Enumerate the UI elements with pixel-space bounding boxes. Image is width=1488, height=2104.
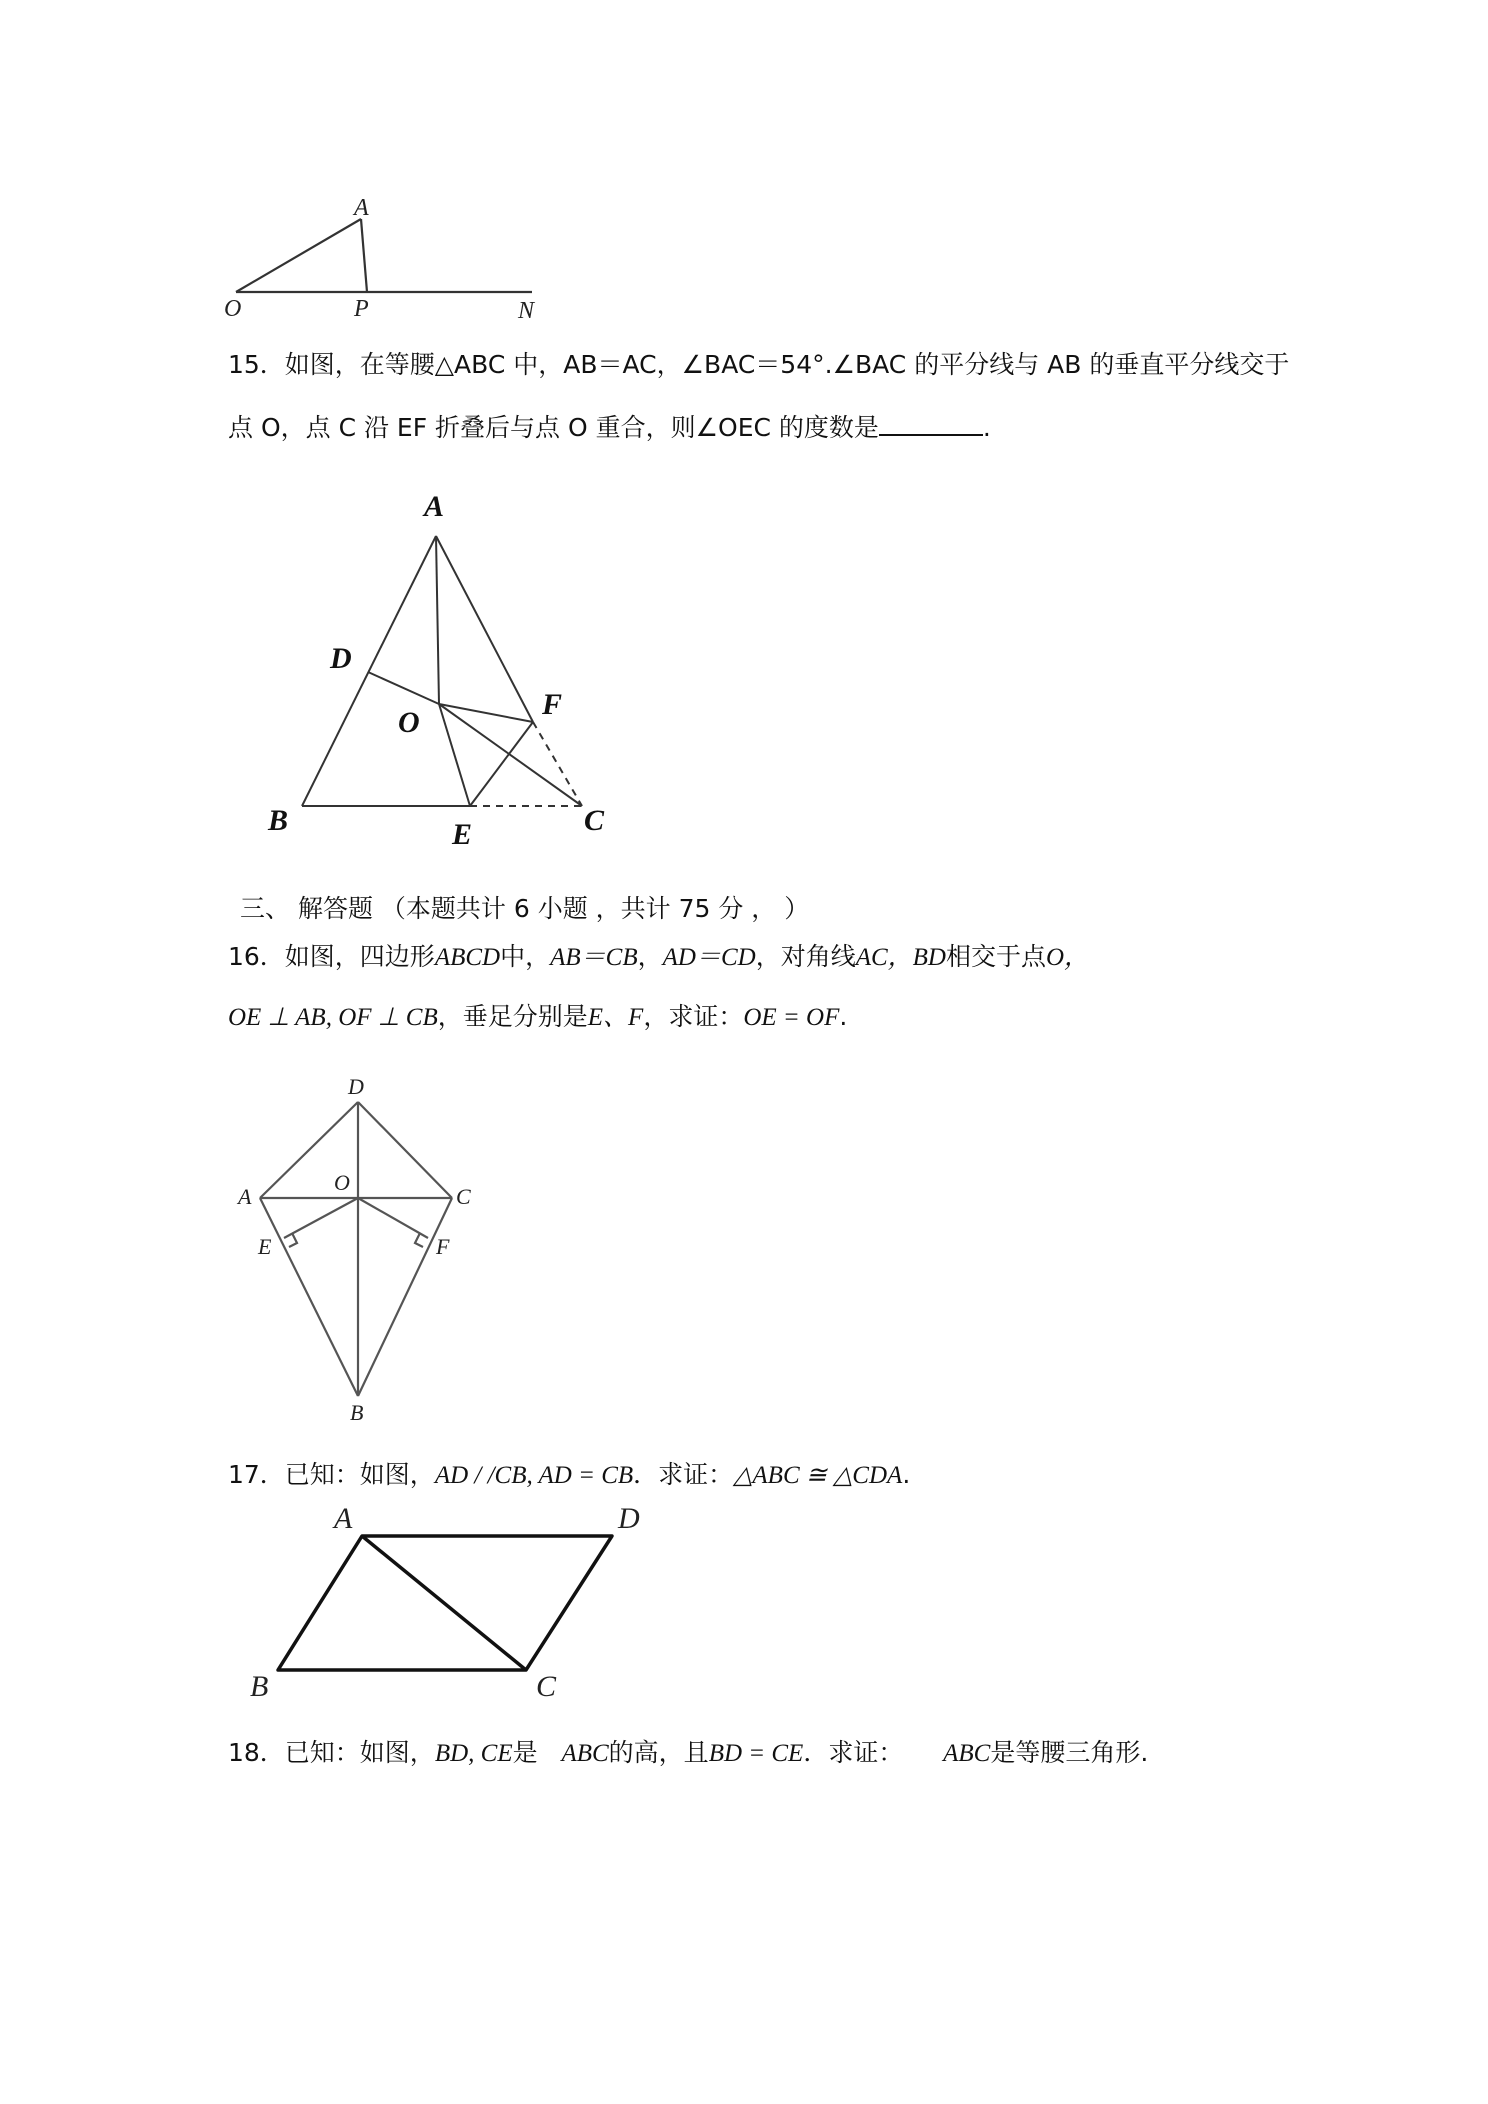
q18-math1: BD, CE [434,1740,513,1767]
q16-comma: ， [637,942,663,971]
q16-feet: E、F [587,1004,644,1031]
q17-line [228,1458,910,1493]
segment-OE [284,1198,358,1238]
q16-t2: 中， [500,942,551,971]
label-A-fig15: A [424,490,445,523]
label-B-fig15: B [268,804,289,837]
segment-AB [302,536,436,806]
label-F-fig16: F [436,1234,450,1259]
q16-t5: ，垂足分别是 [437,1002,588,1031]
q16-t4: 相交于点 [945,942,1046,971]
segment-OF [358,1198,428,1238]
q18-t0: 18．已知：如图， [228,1738,435,1767]
q16-end: . [839,1002,848,1031]
label-D-fig16: D [348,1074,364,1099]
label-A-fig16: A [238,1184,252,1209]
q16-eq1: AB＝CB [550,944,638,971]
label-C-fig15: C [584,804,605,837]
q18-t2: 的高，且 [608,1738,709,1767]
q15-line2 [228,410,991,445]
q16-quad: ABCD [434,944,501,971]
segment-DO [368,672,439,704]
label-A-fig14: A [354,195,369,221]
label-O-fig15: O [398,706,420,739]
segment-OC [439,704,582,806]
segment-AO [436,536,439,704]
q16-diags: AC，BD [855,944,946,971]
label-B-fig16: B [350,1400,364,1425]
q17-t1: 17．已知：如图， [228,1460,435,1489]
answer-blank[interactable] [879,410,983,436]
segment-FC-dashed [533,722,582,806]
label-C-fig17: C [536,1670,557,1703]
segment-DC [358,1102,452,1198]
q17-math1: AD / /CB, AD = CB [434,1462,634,1489]
q15-end: . [982,413,991,442]
label-E-fig15: E [452,818,473,851]
label-D-fig15: D [330,642,352,675]
q15-line2-text: 点 O，点 C 沿 EF 折叠后与点 O 重合，则∠OEC 的度数是 [228,413,879,442]
segment-AB [260,1198,358,1396]
q18-t3: ．求证： [803,1738,904,1767]
q16-t6: ，求证： [643,1002,744,1031]
parallelogram-ABCD [278,1536,612,1670]
q16-eq2: AD＝CD [662,944,756,971]
q16-O: O， [1046,944,1090,971]
diagonal-AC [362,1536,526,1670]
section-heading: 三、 解答题 （本题共计 6 小题 ，共计 75 分 ， ） [240,894,810,923]
label-E-fig16: E [258,1234,272,1259]
segment-CB [358,1198,452,1396]
q18-line [228,1736,1148,1771]
segment-EF [470,722,533,806]
q18-math2: ABC [561,1740,609,1767]
q16-t3: ，对角线 [755,942,856,971]
label-D-fig17: D [618,1502,640,1535]
segment-OF [439,704,533,722]
label-A-fig17: A [334,1502,353,1535]
q16-t1: 16．如图，四边形 [228,942,435,971]
q18-math4: ABC [943,1740,991,1767]
q16-goal: OE = OF [743,1004,840,1031]
label-C-fig16: C [456,1184,471,1209]
q16-line1 [228,940,1089,975]
label-P-fig14: P [354,296,369,322]
q16-line2 [228,1000,847,1035]
q18-math3: BD = CE [708,1740,804,1767]
label-O-fig16: O [334,1170,350,1195]
label-O-fig14: O [224,296,242,322]
segment-AP [361,219,367,292]
q17-end: . [902,1460,911,1489]
label-N-fig14: N [518,298,535,324]
segment-OE [439,704,470,806]
q18-t1: 是 [512,1738,538,1767]
label-B-fig17: B [250,1670,269,1703]
q17-math2: △ABC ≅ △CDA [733,1462,903,1489]
q18-t4: 是等腰三角形. [990,1738,1149,1767]
right-angle-E [289,1233,297,1247]
q16-perp: OE ⊥ AB, OF ⊥ CB [228,1004,438,1031]
segment-OA [236,219,361,292]
segment-AC [436,536,533,722]
q17-t2: ．求证： [633,1460,734,1489]
right-angle-F [415,1233,423,1247]
q15-line1: 15．如图，在等腰△ABC 中，AB＝AC，∠BAC＝54°.∠BAC 的平分线与 AB 的垂直平分线交于 [228,350,1290,379]
label-F-fig15: F [542,688,563,721]
segment-DA [260,1102,358,1198]
